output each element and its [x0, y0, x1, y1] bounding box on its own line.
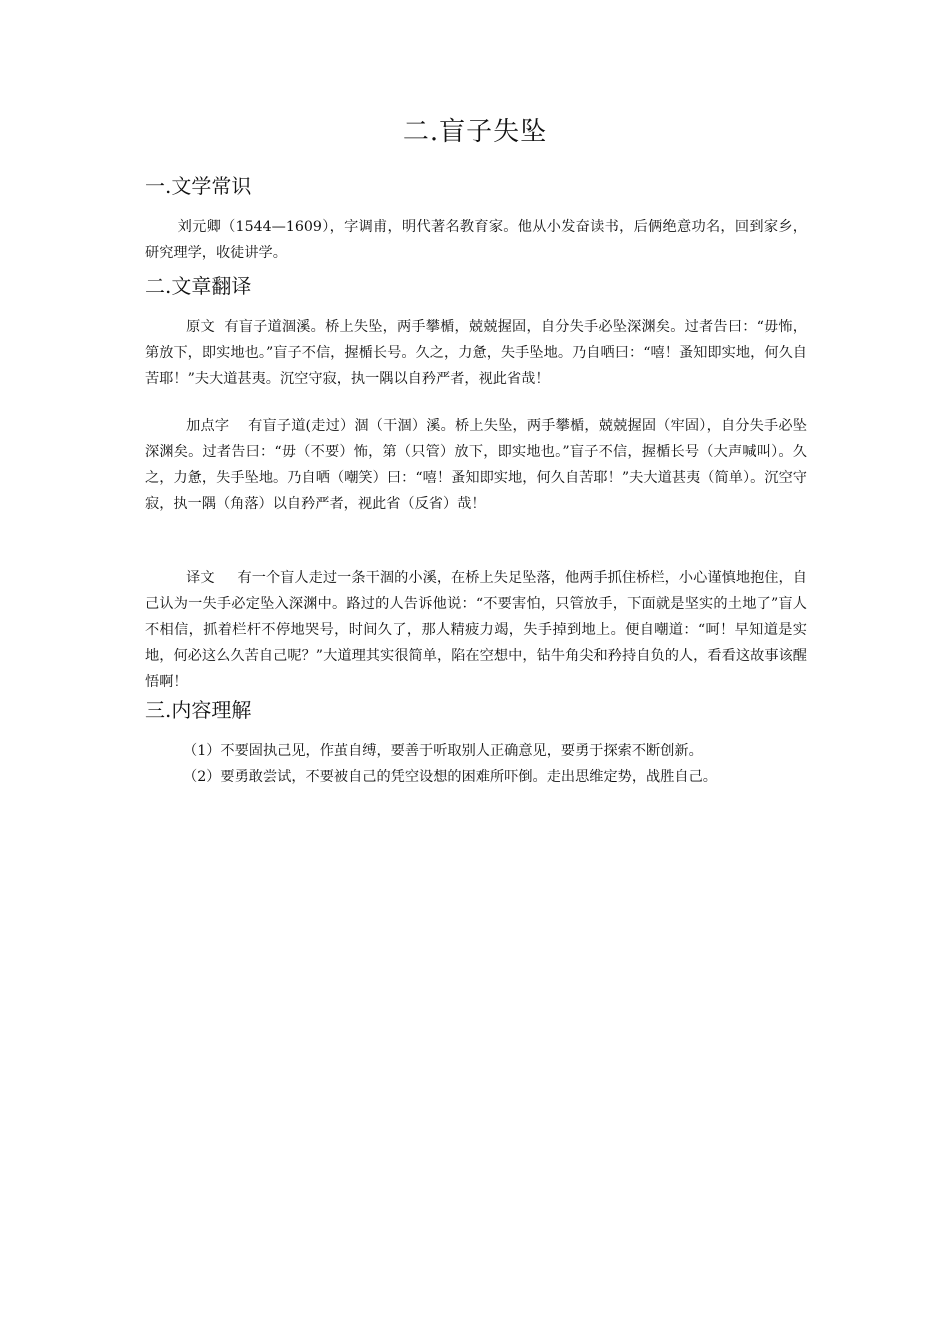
- original-text-label: 原文: [186, 319, 215, 335]
- section-heading-content-understanding: 三.内容理解: [145, 698, 252, 722]
- translation-label: 译文: [186, 570, 215, 586]
- section-heading-literary-knowledge: 一.文学常识: [145, 174, 252, 198]
- understanding-item-2: （2）要勇敢尝试，不要被自己的凭空设想的困难所吓倒。走出思维定势，战胜自己。: [183, 769, 717, 785]
- original-text-body: 有盲子道涸溪。桥上失坠，两手攀楯，兢兢握固，自分失手必坠深渊矣。过者告曰：“毋怖，第放下，即实地也。”盲子不信，握楯长号。久之，力惫，失手坠地。乃自哂曰：“嘻！蚤知即实地，何久自苦耶！”夫大道甚夷。沉空守寂，执一隅以自矜严者，视此省哉！: [145, 319, 807, 387]
- page-title: 二.盲子失坠: [402, 117, 548, 147]
- original-text-paragraph: [145, 314, 807, 392]
- translation-paragraph: [145, 565, 807, 695]
- author-bio-paragraph: 刘元卿（1544—1609），字调甫，明代著名教育家。他从小发奋读书，后俩绝意功名，回到家乡，研究理学，收徒讲学。: [145, 219, 807, 261]
- annotated-text-body: 有盲子道(走过）涸（干涸）溪。桥上失坠，两手攀楯，兢兢握固（牢固），自分失手必坠深渊矣。过者告曰：“毋（不要）怖，第（只管）放下，即实地也。”盲子不信，握楯长号（大声喊叫）。久之，力惫，失手坠地。乃自哂（嘲笑）曰：“嘻！蚤知即实地，何久自苦耶！”夫大道甚夷（简单）。沉空守寂，执一隅（角落）以自矜严者，视此省（反省）哉！: [145, 418, 807, 512]
- annotated-text-paragraph: [145, 413, 807, 517]
- translation-body: 有一个盲人走过一条干涸的小溪，在桥上失足坠落，他两手抓住桥栏，小心谨慎地抱住，自己认为一失手必定坠入深渊中。路过的人告诉他说：“不要害怕，只管放手，下面就是坚实的土地了”盲人不相信，抓着栏杆不停地哭号，时间久了，那人精疲力竭，失手掉到地上。便自嘲道：“呵！早知道是实地，何必这么久苦自己呢？”大道理其实很简单，陷在空想中，钻牛角尖和矜持自负的人，看看这故事该醒悟啊！: [145, 570, 807, 690]
- section-heading-translation: 二.文章翻译: [145, 274, 252, 298]
- understanding-item-1: （1）不要固执己见，作茧自缚，要善于听取别人正确意见，要勇于探索不断创新。: [183, 743, 703, 759]
- annotated-text-label: 加点字: [186, 418, 230, 434]
